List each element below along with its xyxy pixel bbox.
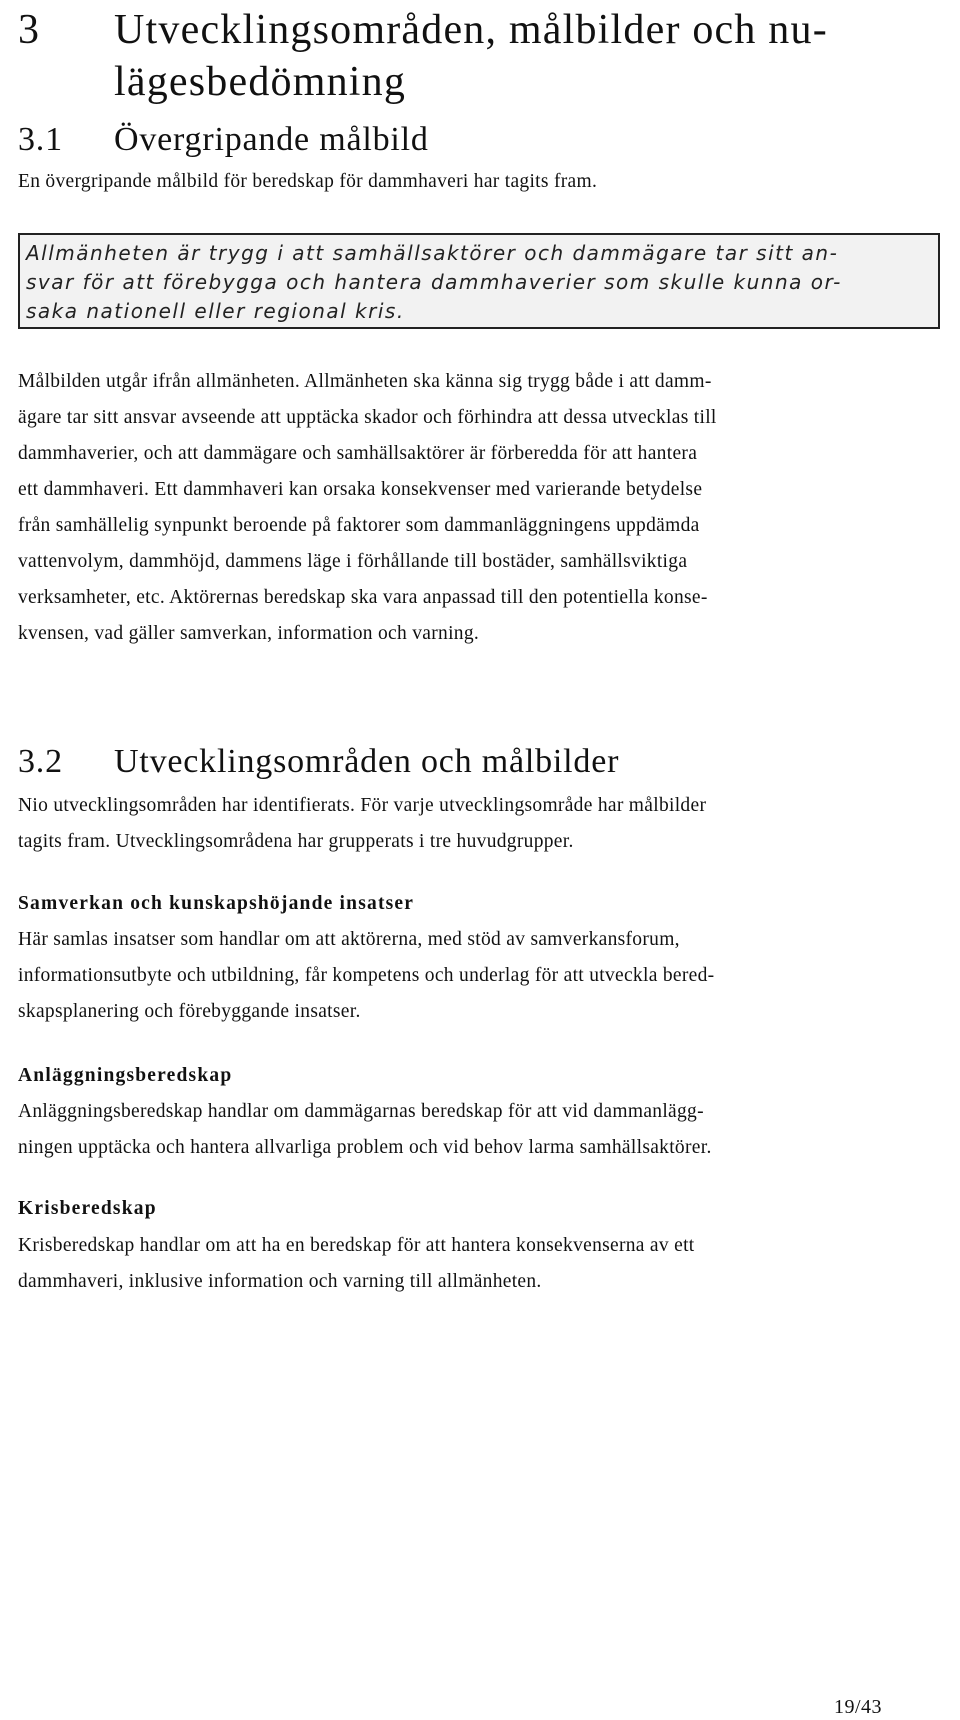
text-line: Här samlas insatser som handlar om att aktörerna, med stöd av samverkansforum,	[18, 929, 680, 950]
text-line: Anläggningsberedskap handlar om dammägarnas beredskap för att vid dammanlägg-	[18, 1101, 704, 1122]
group-body-samverkan	[18, 922, 936, 1030]
group-heading-krisberedskap: Krisberedskap	[18, 1198, 157, 1219]
section-3-1-intro	[18, 164, 936, 200]
vision-statement-box	[18, 233, 940, 329]
vision-line: saka nationell eller regional kris.	[26, 299, 405, 323]
text-line: En övergripande målbild för beredskap för dammhaveri har tagits fram.	[18, 171, 598, 192]
group-heading-anlaggningsberedskap: Anläggningsberedskap	[18, 1065, 233, 1086]
text-line: ett dammhaveri. Ett dammhaveri kan orsaka konsekvenser med varierande betydelse	[18, 479, 703, 500]
chapter-number: 3	[18, 7, 41, 53]
text-line: verksamheter, etc. Aktörernas beredskap ska vara anpassad till den potentiella konse-	[18, 587, 708, 608]
vision-line: Allmänheten är trygg i att samhällsaktörer och dammägare tar sitt an-	[26, 241, 839, 265]
section-3-1-body	[18, 364, 936, 652]
group-heading-samverkan: Samverkan och kunskapshöjande insatser	[18, 893, 415, 914]
section-title: Utvecklingsområden och målbilder	[114, 743, 620, 780]
section-3-2-intro	[18, 788, 936, 860]
text-line: informationsutbyte och utbildning, får kompetens och underlag för att utveckla bered-	[18, 965, 715, 986]
text-line: ägare tar sitt ansvar avseende att upptäcka skador och förhindra att dessa utvecklas till	[18, 407, 717, 428]
text-line: från samhällelig synpunkt beroende på faktorer som dammanläggningens uppdämda	[18, 515, 700, 536]
text-line: ningen upptäcka och hantera allvarliga problem och vid behov larma samhällsaktörer.	[18, 1137, 712, 1158]
chapter-title-line: Utvecklingsområden, målbilder och nu-	[114, 7, 828, 53]
text-line: dammhaverier, och att dammägare och samhällsaktörer är förberedda för att hantera	[18, 443, 698, 464]
section-title: Övergripande målbild	[114, 121, 429, 158]
group-body-anlaggningsberedskap	[18, 1094, 936, 1166]
text-line: Krisberedskap handlar om att ha en beredskap för att hantera konsekvenserna av ett	[18, 1235, 695, 1256]
text-line: skapsplanering och förebyggande insatser.	[18, 1001, 361, 1022]
chapter-title	[114, 4, 934, 108]
text-line: dammhaveri, inklusive information och varning till allmänheten.	[18, 1271, 542, 1292]
text-line: Målbilden utgår ifrån allmänheten. Allmänheten ska känna sig trygg både i att damm-	[18, 371, 712, 392]
chapter-title-line: lägesbedömning	[114, 59, 407, 105]
group-body-krisberedskap	[18, 1228, 936, 1300]
text-line: Nio utvecklingsområden har identifierats. För varje utvecklingsområde har målbilder	[18, 795, 707, 816]
text-line: vattenvolym, dammhöjd, dammens läge i förhållande till bostäder, samhällsviktiga	[18, 551, 688, 572]
text-line: kvensen, vad gäller samverkan, information och varning.	[18, 623, 480, 644]
section-number: 3.2	[18, 743, 63, 780]
text-line: tagits fram. Utvecklingsområdena har grupperats i tre huvudgrupper.	[18, 831, 574, 852]
vision-line: svar för att förebygga och hantera dammhaverier som skulle kunna or-	[26, 270, 842, 294]
page-number: 19/43	[834, 1696, 883, 1718]
section-number: 3.1	[18, 121, 63, 158]
